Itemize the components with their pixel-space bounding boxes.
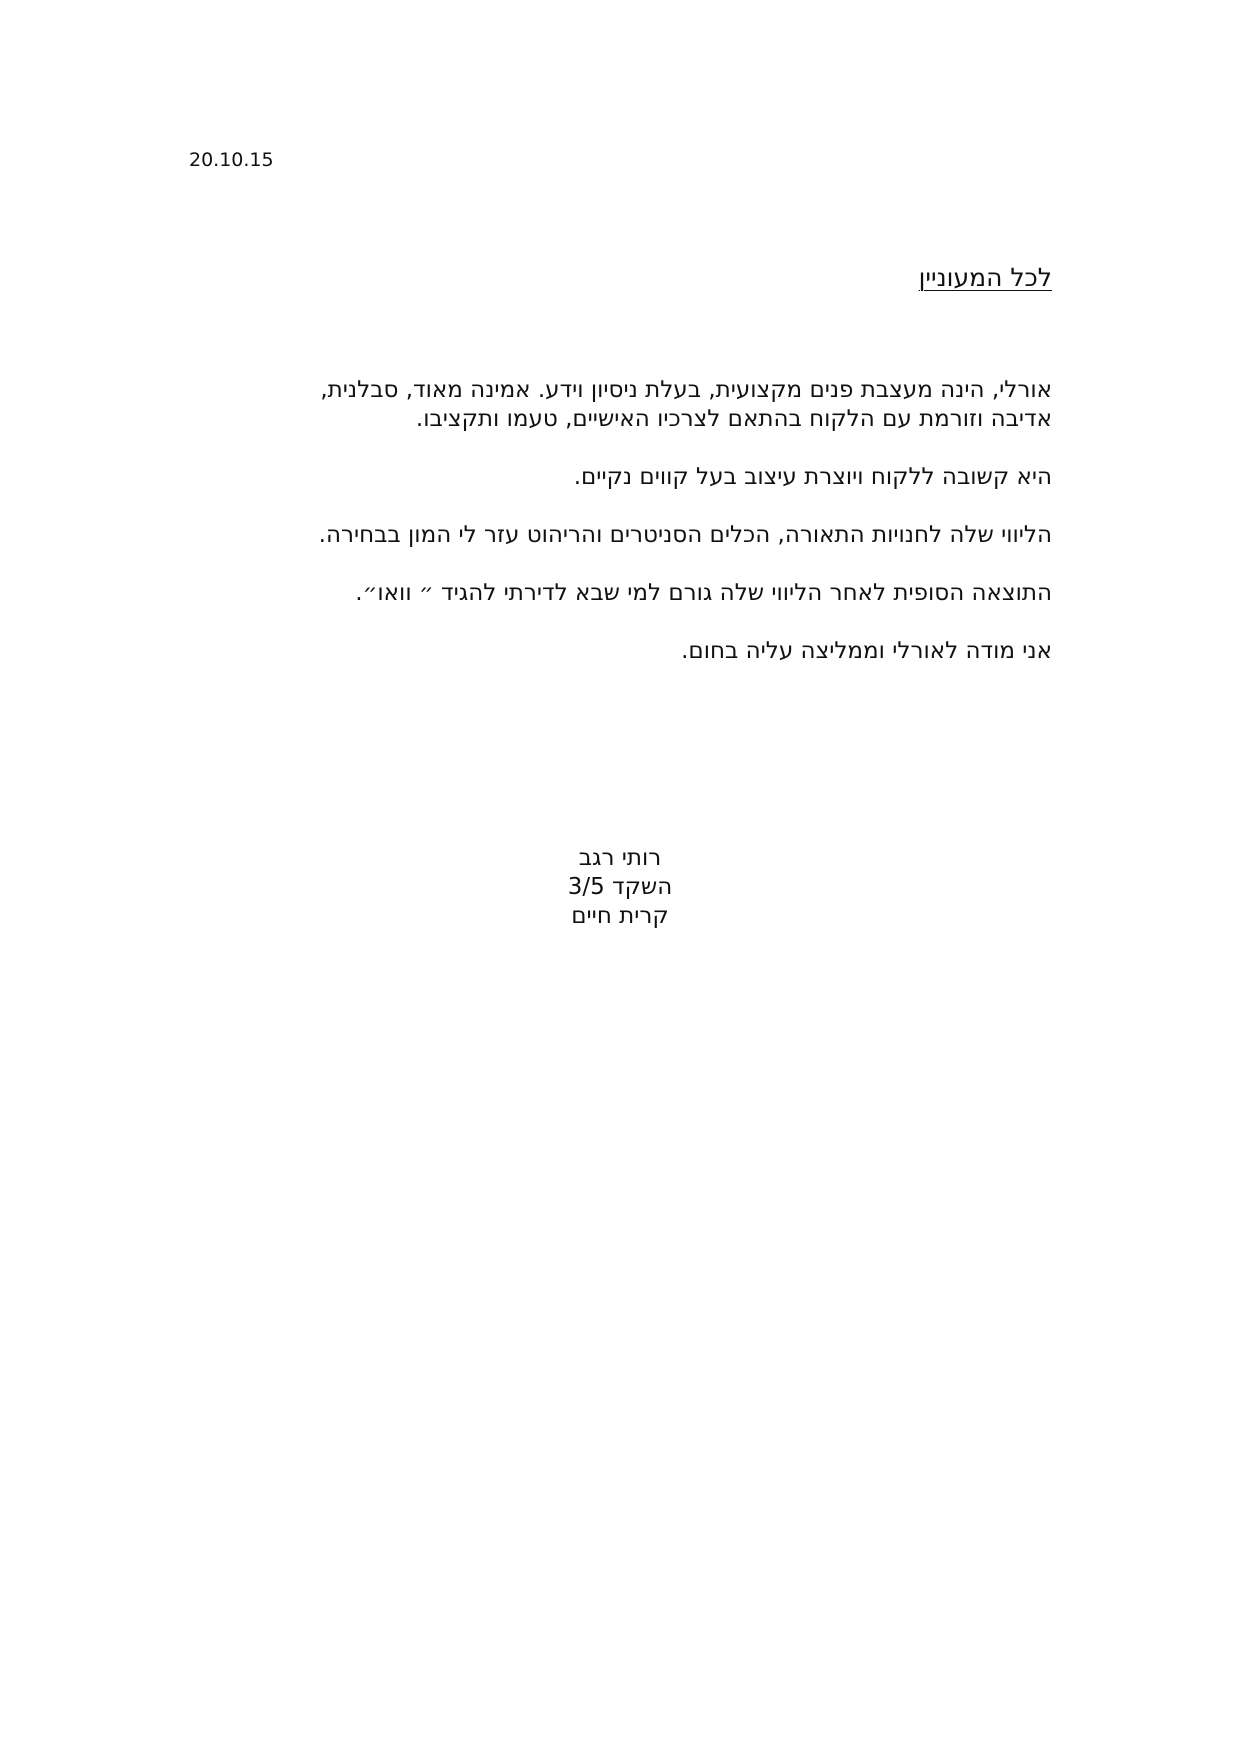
body-paragraph xyxy=(222,376,1052,434)
body-line: אדיבה וזורמת עם הלקוח בהתאם לצרכיו האישיים, טעמו ותקציבו. xyxy=(415,406,1052,432)
body-line: אורלי, הינה מעצבת פנים מקצועית, בעלת ניסיון וידע. אמינה מאוד, סבלנית, xyxy=(320,377,1052,403)
letter-date: 20.10.15 xyxy=(189,149,274,171)
signature-street: השקד 3/5 xyxy=(567,874,673,900)
body-paragraph xyxy=(222,579,1052,608)
signature-block xyxy=(520,844,720,931)
letter-body xyxy=(222,376,1052,695)
body-line: אני מודה לאורלי וממליצה עליה בחום. xyxy=(681,638,1052,664)
body-paragraph xyxy=(222,521,1052,550)
signature-name: רותי רגב xyxy=(578,845,662,871)
body-paragraph xyxy=(222,637,1052,666)
letter-salutation: לכל המעוניין xyxy=(918,263,1052,292)
body-line: היא קשובה ללקוח ויוצרת עיצוב בעל קווים נקיים. xyxy=(573,464,1052,490)
body-paragraph xyxy=(222,463,1052,492)
body-line: הליווי שלה לחנויות התאורה, הכלים הסניטרים והריהוט עזר לי המון בבחירה. xyxy=(318,522,1052,548)
signature-city: קרית חיים xyxy=(571,903,669,929)
body-line: התוצאה הסופית לאחר הליווי שלה גורם למי שבא לדירתי להגיד ״ וואו״. xyxy=(355,580,1052,606)
